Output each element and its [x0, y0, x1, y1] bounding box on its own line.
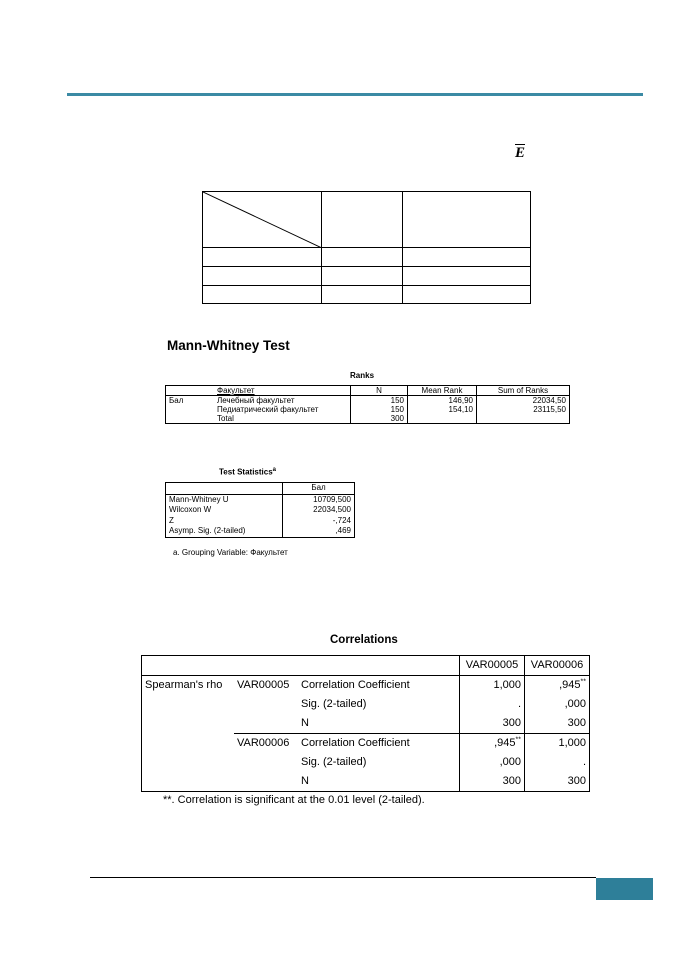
corr-stat-label: Correlation Coefficient: [301, 679, 410, 691]
corr-col-header: VAR00005: [460, 656, 525, 676]
corr-var-label: VAR00006: [234, 734, 298, 754]
stats-row-label: Z: [166, 516, 283, 527]
corr-value: .: [525, 753, 590, 772]
corr-value: 1,000: [558, 737, 586, 749]
stats-row-value: -,724: [283, 516, 355, 527]
stats-column-header: Бал: [283, 483, 355, 495]
corr-value: 300: [460, 772, 525, 792]
corr-value: 1,000: [493, 679, 521, 691]
footer-rule: [90, 877, 596, 878]
footer-page-box: [596, 878, 653, 900]
stats-row-label: Asymp. Sig. (2-tailed): [166, 526, 283, 537]
corr-stat-label: Sig. (2-tailed): [301, 698, 367, 710]
correlations-table: VAR00005 VAR00006 Spearman's rho VAR00005 Correlation Coefficient 1,000 ,945** Sig. (2-tailed) . ,000 N 300 300 VAR00006 Correlation Coefficient ,945** 1,000 Sig. (2-tailed) ,000 . N 300 300: [141, 655, 590, 792]
correlations-caption: Correlations: [330, 634, 398, 646]
ranks-row-sum: 23115,50: [477, 405, 570, 414]
diagonal-header-line: [203, 192, 322, 248]
ranks-table: [165, 385, 570, 424]
corr-stat-label: N: [301, 717, 309, 729]
corr-value: ,000: [460, 753, 525, 772]
corr-value: ,000: [525, 695, 590, 714]
corr-stat-label: N: [298, 772, 460, 792]
ranks-header-n: N: [351, 386, 408, 396]
corr-value: 300: [525, 772, 590, 792]
mann-whitney-title: Mann-Whitney Test: [167, 338, 290, 353]
ranks-caption: Ranks: [350, 371, 375, 380]
corr-value: .: [460, 695, 525, 714]
correlations-footnote: **. Correlation is significant at the 0.01 level (2-tailed).: [163, 794, 425, 806]
corr-value: 300: [525, 714, 590, 734]
ranks-row-label: Total: [214, 414, 351, 424]
stats-row-label: Wilcoxon W: [166, 505, 283, 516]
ranks-row-mean: 146,90: [408, 396, 477, 406]
corr-var-label: VAR00005: [237, 679, 290, 691]
ranks-row-label: Педиатрический факультет: [214, 405, 351, 414]
ranks-row-sum: 22034,50: [477, 396, 570, 406]
header-rule: [67, 93, 643, 96]
corr-value: ,945: [559, 679, 581, 691]
mean-e-symbol: E: [515, 145, 526, 161]
test-statistics-table: [165, 482, 355, 538]
ranks-row-n: 150: [351, 396, 408, 406]
corr-value: ,945: [494, 737, 516, 749]
corr-col-header: VAR00006: [525, 656, 590, 676]
stats-note: a. Grouping Variable: Факультет: [173, 548, 288, 557]
corr-value: 300: [460, 714, 525, 734]
ranks-row-label: Лечебный факультет: [214, 396, 351, 406]
corr-method: Spearman's rho: [142, 676, 235, 696]
ranks-row-mean: 154,10: [408, 405, 477, 414]
stats-row-value: 10709,500: [283, 494, 355, 505]
stats-row-value: ,469: [283, 526, 355, 537]
ranks-row-n: 300: [351, 414, 408, 424]
corr-stat-label: Sig. (2-tailed): [301, 756, 367, 768]
empty-grid-table: [202, 191, 531, 304]
ranks-row-sum: [477, 414, 570, 424]
stats-row-label: Mann-Whitney U: [166, 494, 283, 505]
test-statistics-caption: Test Statistics$^a$: [219, 467, 276, 477]
stats-row-value: 22034,500: [283, 505, 355, 516]
ranks-header-empty: [166, 386, 215, 396]
ranks-header-faculty: Факультет: [214, 386, 351, 396]
ranks-header-mean-rank: Mean Rank: [408, 386, 477, 396]
ranks-row-n: 150: [351, 405, 408, 414]
ranks-group-label: Бал: [166, 396, 215, 406]
ranks-row-mean: [408, 414, 477, 424]
corr-stat-label: Correlation Coefficient: [298, 734, 460, 754]
ranks-header-sum-ranks: Sum of Ranks: [477, 386, 570, 396]
